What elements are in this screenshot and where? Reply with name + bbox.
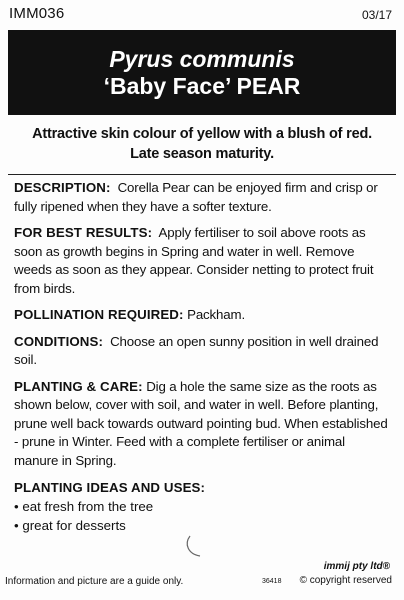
- copyright-notice: © copyright reserved: [299, 575, 392, 586]
- product-code: IMM036: [9, 5, 65, 22]
- section-label: CONDITIONS:: [14, 333, 104, 349]
- species-name: Pyrus communis: [109, 45, 295, 72]
- variety-name: ‘Baby Face’ PEAR: [103, 72, 301, 99]
- description-section: [14, 179, 390, 216]
- section-text: Apply fertiliser to soil above roots as soon as growth begins in Spring and water in well. Remove weeds as soon as they appear. Consider netting to protect fruit from birds.: [14, 225, 374, 296]
- reference-number: 36418: [262, 578, 282, 585]
- disclaimer: Information and picture are a guide only.: [5, 576, 184, 587]
- planting-ideas-list: [14, 497, 390, 535]
- section-label: DESCRIPTION:: [14, 180, 111, 195]
- section-text: Corella Pear can be enjoyed firm and crisp or fully ripened when they have a softer texture.: [14, 180, 378, 214]
- section-label: FOR BEST RESULTS:: [14, 225, 153, 240]
- pollination-section: [14, 306, 390, 325]
- best-results-section: [14, 224, 390, 298]
- planting-care-section: [14, 378, 390, 471]
- section-text: Choose an open sunny position in well drained soil.: [14, 333, 379, 367]
- tagline: [8, 124, 396, 164]
- section-label: POLLINATION REQUIRED:: [14, 307, 184, 322]
- tagline-line-1: Attractive skin colour of yellow with a blush of red.: [32, 126, 372, 142]
- tagline-line-2: Late season maturity.: [130, 146, 274, 162]
- section-text: Packham.: [187, 307, 246, 322]
- planting-ideas-title: PLANTING IDEAS AND USES:: [14, 480, 206, 495]
- section-label: PLANTING & CARE:: [14, 378, 143, 394]
- planting-ideas-section: [14, 478, 390, 535]
- divider: [8, 174, 396, 175]
- list-item: • eat fresh from the tree: [14, 497, 390, 516]
- care-sections: [14, 179, 390, 535]
- cut-mark-icon: [182, 532, 212, 562]
- section-text: Dig a hole the same size as the roots as shown below, cover with soil, and water in well. Before planting, prune well back towards outward pointing bud. When established - prune in Winter. Feed with a complete fertiliser or animal manure in Spring.: [14, 378, 388, 468]
- title-banner: [8, 30, 396, 115]
- conditions-section: [14, 333, 390, 370]
- brand-logo: immij pty ltd®: [323, 561, 390, 572]
- list-item: • great for desserts: [14, 516, 390, 535]
- print-date: 03/17: [361, 8, 392, 22]
